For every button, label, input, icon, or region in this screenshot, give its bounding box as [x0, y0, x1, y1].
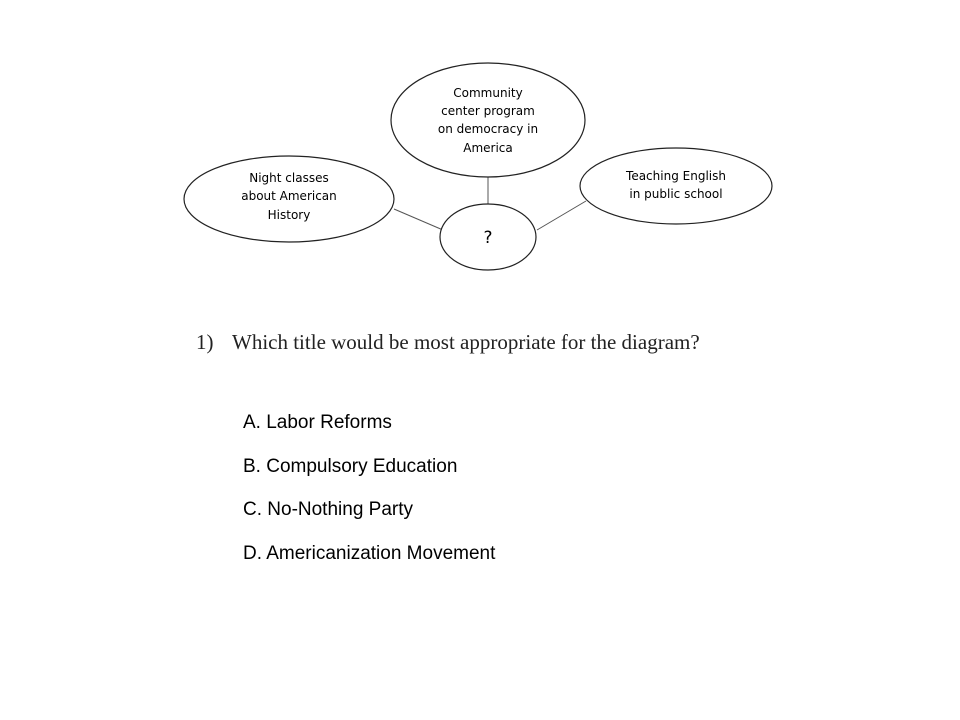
question: [196, 330, 700, 355]
answer-choices: [243, 408, 495, 582]
node-right: [580, 148, 772, 224]
node-top: [391, 63, 585, 177]
node-right-line-2: in public school: [629, 187, 723, 201]
node-left-line-2: about American: [241, 189, 337, 203]
node-left: [184, 156, 394, 242]
connector-right: [537, 201, 586, 230]
node-top-line-4: America: [463, 141, 513, 155]
node-right-line-1: Teaching English: [626, 169, 726, 183]
connector-left: [394, 209, 443, 230]
question-number: 1): [196, 330, 214, 354]
node-center-label: ?: [483, 228, 493, 248]
node-top-line-1: Community: [453, 86, 523, 100]
choice-a: A. Labor Reforms: [243, 412, 392, 433]
choice-d: D. Americanization Movement: [243, 542, 496, 564]
node-left-line-1: Night classes: [249, 171, 329, 185]
concept-diagram: [0, 0, 960, 300]
node-top-line-2: center program: [441, 104, 535, 118]
question-text: Which title would be most appropriate for the diagram?: [232, 330, 700, 354]
choice-b: B. Compulsory Education: [243, 455, 458, 477]
node-center: [440, 204, 536, 270]
node-top-line-3: on democracy in: [437, 122, 539, 136]
choice-c: C. No-Nothing Party: [243, 499, 414, 520]
node-left-line-3: History: [267, 208, 311, 222]
